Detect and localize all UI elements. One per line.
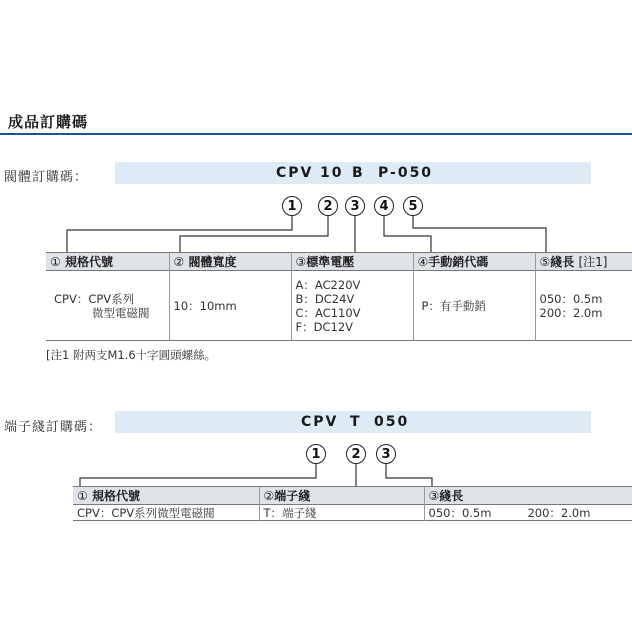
valve-code-cpv: CPV	[276, 165, 314, 181]
valve-footnote: [注1 附两支M1.6十字圓頭螺絲。	[46, 348, 217, 362]
valve-cell-spec: CPV：CPV系列 微型電磁閥	[54, 291, 150, 320]
valve-code-voltage: B	[352, 165, 365, 181]
valve-header-manual: ④手動銷代碼	[413, 253, 535, 271]
valve-circle-4: 4	[374, 196, 394, 216]
terminal-header-terminal: ②端子綫	[259, 487, 424, 505]
valve-circle-2: 2	[318, 196, 338, 216]
terminal-code-cpv: CPV	[301, 414, 339, 430]
valve-cell-manual: P：有手動銷	[413, 271, 535, 341]
valve-circle-1: 1	[282, 196, 302, 216]
terminal-cell-length: 050：0.5m 200：2.0m	[424, 505, 632, 521]
valve-circle-3: 3	[345, 196, 365, 216]
valve-circle-5: 5	[403, 196, 423, 216]
terminal-header-spec: ① 規格代號	[73, 487, 259, 505]
valve-header-voltage: ③標準電壓	[291, 253, 413, 271]
terminal-order-label: 端子綫訂購碼：	[4, 420, 103, 435]
valve-cell-length: 050：0.5m 200：2.0m	[535, 271, 632, 341]
valve-order-label: 閥體訂購碼：	[4, 170, 89, 185]
terminal-circle-2: 2	[346, 444, 366, 464]
valve-spec-table	[46, 252, 632, 341]
valve-code-width: 10	[320, 165, 344, 181]
title-rule	[0, 133, 632, 135]
valve-cell-width: 10：10mm	[169, 271, 291, 341]
terminal-header-length: ③綫長	[424, 487, 632, 505]
terminal-code-length: 050	[374, 414, 410, 430]
valve-code-manual-length: P-050	[378, 165, 434, 181]
valve-cell-voltage: A：AC220V B：DC24V C：AC110V F：DC12V	[291, 271, 413, 341]
terminal-spec-table	[73, 486, 632, 521]
valve-header-length: ⑤綫長 [注1]	[535, 253, 632, 271]
valve-header-spec: ① 規格代號	[46, 253, 169, 271]
terminal-circle-1: 1	[306, 444, 326, 464]
terminal-circle-3: 3	[376, 444, 396, 464]
terminal-cell-spec: CPV：CPV系列微型電磁閥	[77, 505, 215, 520]
terminal-cell-terminal: T：端子綫	[259, 505, 424, 521]
terminal-code-type: T	[350, 414, 362, 430]
section-title: 成品訂購碼	[8, 113, 89, 131]
valve-header-width: ② 閥體寬度	[169, 253, 291, 271]
